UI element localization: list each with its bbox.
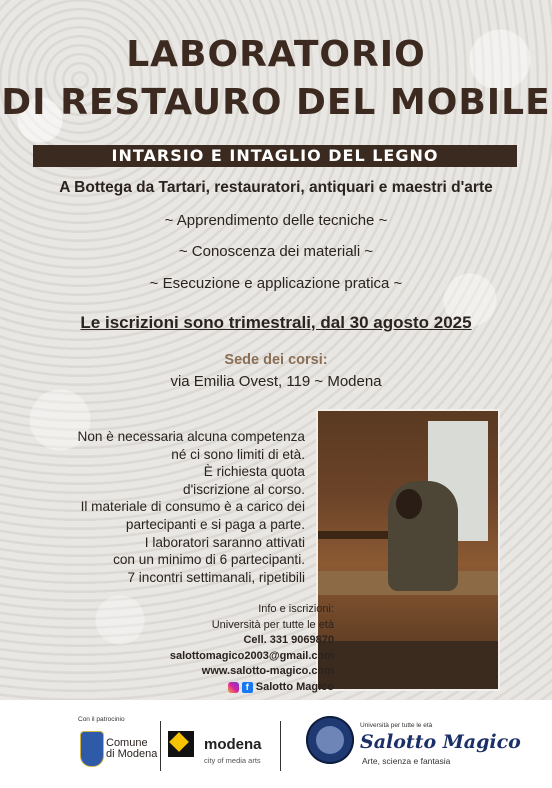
sede-label: Sede dei corsi: [224,352,328,368]
info-line: È richiesta quota [203,464,305,480]
phone-number[interactable]: Cell. 331 9069870 [243,634,334,646]
info-line: Non è necessaria alcuna competenza [77,429,305,444]
modena-logo-icon [168,731,194,757]
intro-text: A Bottega da Tartari, restauratori, antiquari e maestri d'arte [59,179,493,196]
iscrizioni-text: Le iscrizioni sono trimestrali, dal 30 agosto 2025 [80,313,472,332]
info-line: 7 incontri settimanali, ripetibili [127,569,305,585]
sede-address: via Emilia Ovest, 119 ~ Modena [170,373,382,390]
info-line: né ci sono limiti di età. [171,446,305,462]
info-line: d'iscrizione al corso. [183,481,305,497]
contacts-label: Info e iscrizioni: [258,603,334,615]
comune-line-2: di Modena [106,748,158,760]
email-link[interactable]: salottomagico2003@gmail.com [169,649,334,662]
point-2: ~ Conoscenza dei materiali ~ [178,243,374,260]
footer-divider [280,721,281,771]
info-line: partecipanti e si paga a parte. [125,516,305,532]
social-label: Salotto Magico [255,680,334,693]
point-3: ~ Esecuzione e applicazione pratica ~ [149,275,403,292]
salotto-seal-icon [306,716,354,764]
modena-logo-text: modena [204,736,262,753]
contacts-org: Università per tutte le età [211,618,334,631]
point-1: ~ Apprendimento delle tecniche ~ [164,212,388,229]
footer-divider [160,721,161,771]
social-link[interactable] [228,680,334,696]
facebook-icon: f [242,682,253,693]
salotto-univ-text: Università per tutte le età [360,722,433,729]
modena-logo-subtext: city of media arts [204,756,261,765]
patrocinio-label: Con il patrocinio [78,716,125,723]
contacts-block [170,602,334,698]
info-line: I laboratori saranno attivati [144,534,305,550]
comune-crest-icon [80,731,104,767]
info-block [78,428,305,586]
workshop-photo [318,411,498,689]
info-line: Il materiale di consumo è a carico dei [80,499,305,515]
website-link[interactable]: www.salotto-magico.com [201,665,334,677]
subtitle-bar: INTARSIO E INTAGLIO DEL LEGNO [33,145,517,167]
salotto-tagline: Arte, scienza e fantasia [362,756,451,766]
comune-line-1: Comune [106,737,148,749]
comune-logo-text [106,738,157,760]
title-line-2: DI RESTAURO DEL MOBILE [1,82,551,123]
instagram-icon [228,682,239,693]
salotto-logo-text: Salotto Magico [360,731,521,753]
title-line-1: LABORATORIO [126,34,426,75]
info-line: con un minimo di 6 partecipanti. [113,552,305,568]
